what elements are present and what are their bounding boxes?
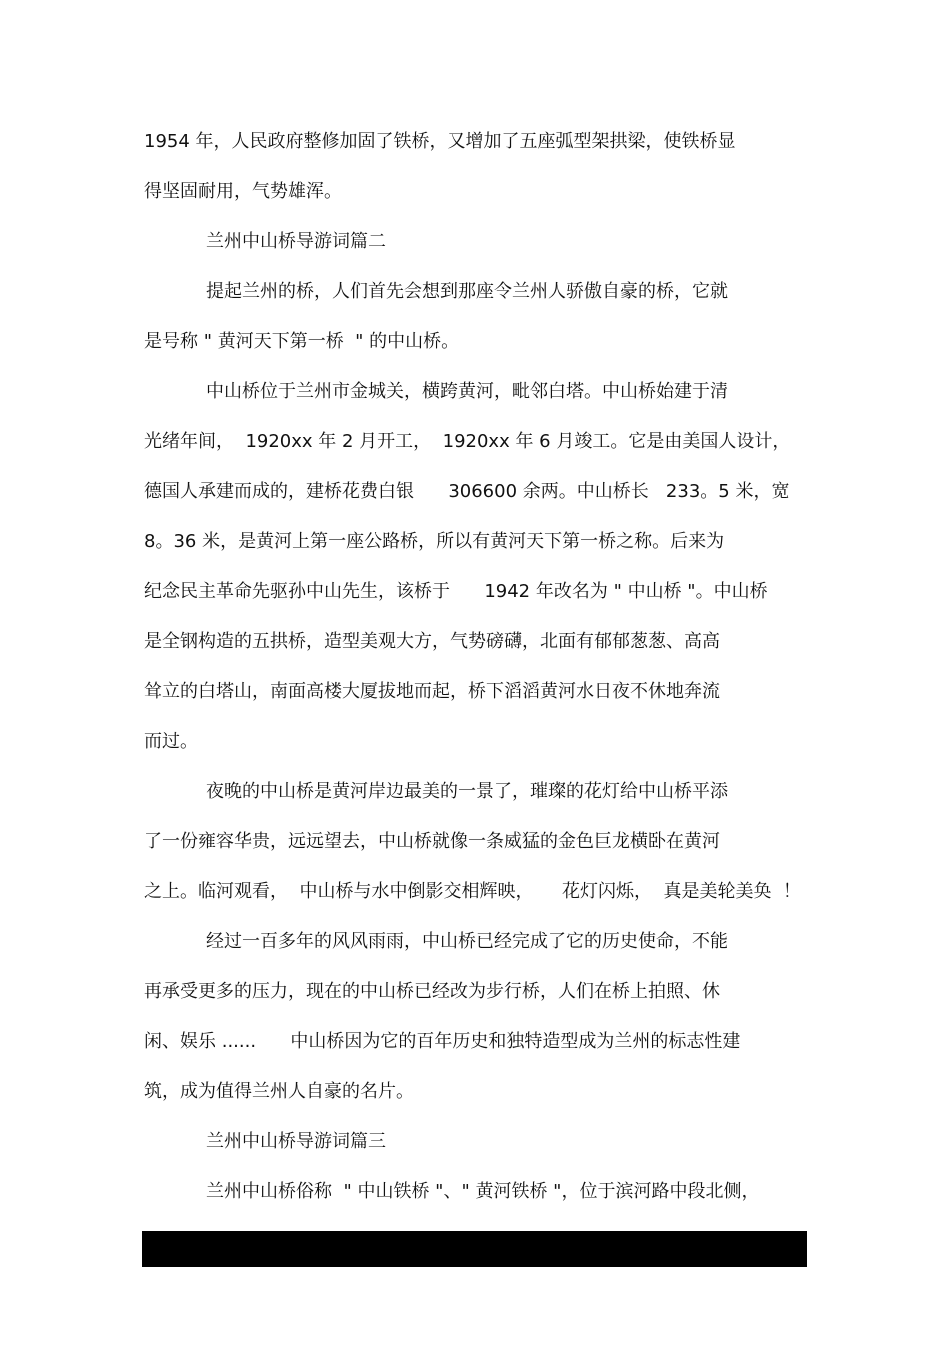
body-text-line: 是全钢构造的五拱桥，造型美观大方，气势磅礴，北面有郁郁葱葱、高高	[144, 631, 720, 652]
body-text-line: 纪念民主革命先驱孙中山先生，该桥于 1942 年改名为 " 中山桥 "。中山桥	[144, 581, 768, 602]
body-text-line: 提起兰州的桥，人们首先会想到那座令兰州人骄傲自豪的桥，它就	[206, 281, 728, 302]
redaction-bar	[142, 1231, 807, 1267]
body-text-line: 8。36 米，是黄河上第一座公路桥，所以有黄河天下第一桥之称。后来为	[144, 531, 725, 552]
body-text-line: 闲、娱乐 ...... 中山桥因为它的百年历史和独特造型成为兰州的标志性建	[144, 1031, 741, 1052]
body-text-line: 兰州中山桥俗称 " 中山铁桥 "、" 黄河铁桥 "，位于滨河路中段北侧，	[206, 1181, 760, 1202]
section-heading: 兰州中山桥导游词篇二	[206, 231, 386, 252]
body-text-line: 光绪年间， 1920xx 年 2 月开工， 1920xx 年 6 月竣工。它是由美国人设计，	[144, 431, 791, 452]
section-heading: 兰州中山桥导游词篇三	[206, 1131, 386, 1152]
body-text-line: 再承受更多的压力，现在的中山桥已经改为步行桥，人们在桥上拍照、休	[144, 981, 720, 1002]
body-text-line: 得坚固耐用，气势雄浑。	[144, 181, 342, 202]
body-text-line: 而过。	[144, 731, 198, 752]
body-text-line: 是号称 " 黄河天下第一桥 " 的中山桥。	[144, 331, 460, 352]
body-text-line: 经过一百多年的风风雨雨，中山桥已经完成了它的历史使命，不能	[206, 931, 728, 952]
body-text-line: 夜晚的中山桥是黄河岸边最美的一景了，璀璨的花灯给中山桥平添	[206, 781, 728, 802]
body-text-line: 耸立的白塔山，南面高楼大厦拔地而起，桥下滔滔黄河水日夜不休地奔流	[144, 681, 720, 702]
body-text-line: 德国人承建而成的，建桥花费白银 306600 余两。中山桥长 233。5 米，宽	[144, 481, 790, 502]
body-text-line: 之上。临河观看， 中山桥与水中倒影交相辉映， 花灯闪烁， 真是美轮美奂 ！	[144, 881, 801, 902]
body-text-line: 了一份雍容华贵，远远望去，中山桥就像一条威猛的金色巨龙横卧在黄河	[144, 831, 720, 852]
body-text-line: 筑，成为值得兰州人自豪的名片。	[144, 1081, 414, 1102]
body-text-line: 中山桥位于兰州市金城关，横跨黄河，毗邻白塔。中山桥始建于清	[206, 381, 728, 402]
body-text-line: 1954 年，人民政府整修加固了铁桥，又增加了五座弧型架拱梁，使铁桥显	[144, 131, 736, 152]
